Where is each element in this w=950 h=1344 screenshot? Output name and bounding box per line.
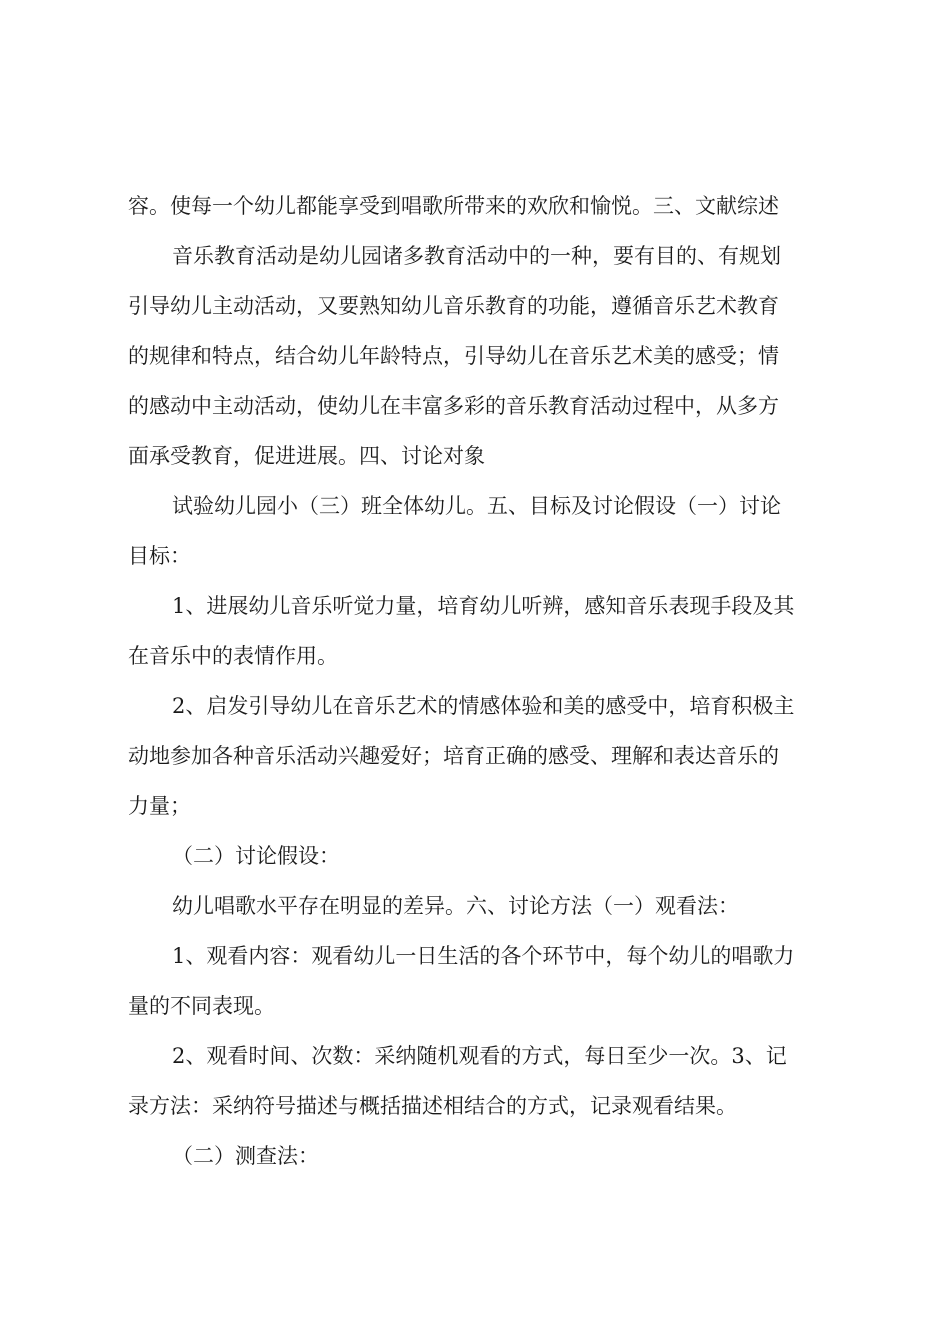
text-line: 2、启发引导幼儿在音乐艺术的情感体验和美的感受中，培育积极主: [172, 694, 795, 718]
text-line: 1、观看内容：观看幼儿一日生活的各个环节中，每个幼儿的唱歌力: [172, 944, 795, 968]
text-line: 面承受教育，促进进展。四、讨论对象: [128, 444, 485, 468]
text-line: 录方法：采纳符号描述与概括描述相结合的方式，记录观看结果。: [128, 1094, 737, 1118]
text-line: 动地参加各种音乐活动兴趣爱好；培育正确的感受、理解和表达音乐的: [128, 744, 779, 768]
text-line: 音乐教育活动是幼儿园诸多教育活动中的一种，要有目的、有规划: [172, 244, 781, 268]
text-line: （二）测查法：: [172, 1144, 319, 1168]
document-body: [128, 181, 834, 1181]
text-line: 的感动中主动活动，使幼儿在丰富多彩的音乐教育活动过程中，从多方: [128, 394, 779, 418]
text-line: 2、观看时间、次数：采纳随机观看的方式，每日至少一次。3、记: [172, 1044, 787, 1068]
text-line: 在音乐中的表情作用。: [128, 644, 338, 668]
text-line: 的规律和特点，结合幼儿年龄特点，引导幼儿在音乐艺术美的感受；情: [128, 344, 779, 368]
text-line: （二）讨论假设：: [172, 844, 340, 868]
text-line: 幼儿唱歌水平存在明显的差异。六、讨论方法（一）观看法：: [172, 894, 739, 918]
text-line: 目标：: [128, 544, 191, 568]
text-line: 量的不同表现。: [128, 994, 275, 1018]
text-line: 引导幼儿主动活动，又要熟知幼儿音乐教育的功能，遵循音乐艺术教育: [128, 294, 779, 318]
text-line: 试验幼儿园小（三）班全体幼儿。五、目标及讨论假设（一）讨论: [172, 494, 781, 518]
text-line: 1、进展幼儿音乐听觉力量，培育幼儿听辨，感知音乐表现手段及其: [172, 594, 795, 618]
text-line: 容。使每一个幼儿都能享受到唱歌所带来的欢欣和愉悦。三、文献综述: [128, 194, 779, 218]
text-line: 力量；: [128, 794, 191, 818]
